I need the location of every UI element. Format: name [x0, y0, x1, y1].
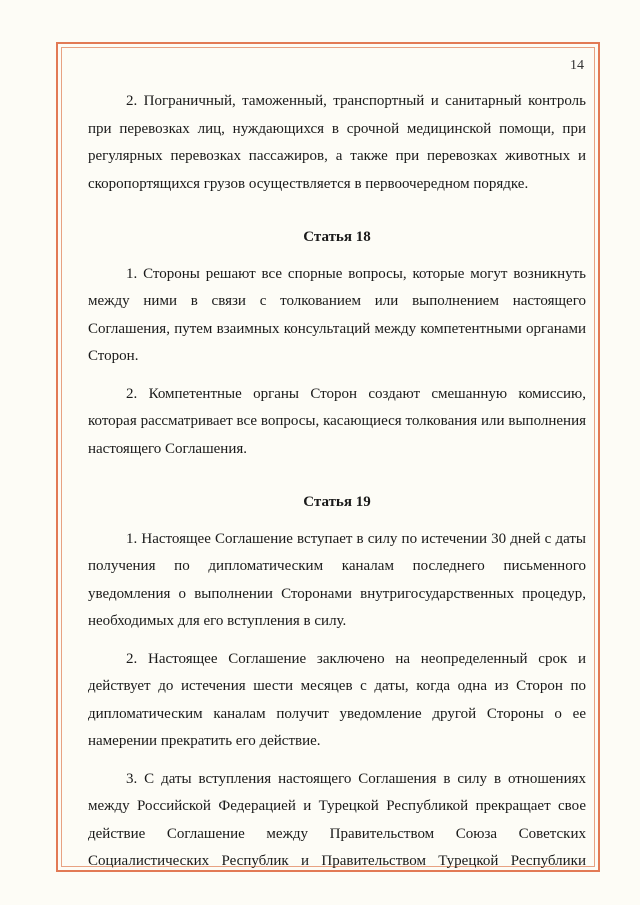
article-18-heading: Статья 18	[303, 229, 371, 245]
article-18-paragraph-2: 2. Компетентные органы Сторон создают смешанную комиссию, которая рассматривает все вопросы, касающиеся толкования или выполнения настоящего Соглашения.	[88, 385, 586, 457]
article-19-paragraph-3: 3. С даты вступления настоящего Соглашения в силу в отношениях между Российской Федерацией и Турецкой Республикой прекращает свое действие Соглашение между Правительством Союза Советских Социалистических Республик и Правительством Турецкой Республики	[88, 770, 586, 869]
article-18-paragraph-1: 1. Стороны решают все спорные вопросы, которые могут возникнуть между ними в связи с толкованием или выполнением настоящего Соглашения, путем взаимных консультаций между компетентными органами Сторон.	[88, 265, 586, 364]
article-19-heading: Статья 19	[303, 494, 371, 510]
article-19-paragraph-1: 1. Настоящее Соглашение вступает в силу по истечении 30 дней с даты получения по дипломатическим каналам последнего письменного уведомления о выполнении Сторонами внутригосударственных процедур, необходимых для его вступления в силу.	[88, 530, 586, 629]
document-body	[88, 88, 586, 876]
paragraph-border-control: 2. Пограничный, таможенный, транспортный и санитарный контроль при перевозках лиц, нуждающихся в срочной медицинской помощи, при регулярных перевозках пассажиров, а также при перевозках животных и скоропортящихся грузов осуществляется в первоочередном порядке.	[88, 93, 586, 192]
article-19-paragraph-2: 2. Настоящее Соглашение заключено на неопределенный срок и действует до истечения шести месяцев с даты, когда одна из Сторон по дипломатическим каналам получит уведомление другой Стороны о ее намерении прекратить его действие.	[88, 650, 586, 749]
page-number: 14	[570, 58, 584, 73]
